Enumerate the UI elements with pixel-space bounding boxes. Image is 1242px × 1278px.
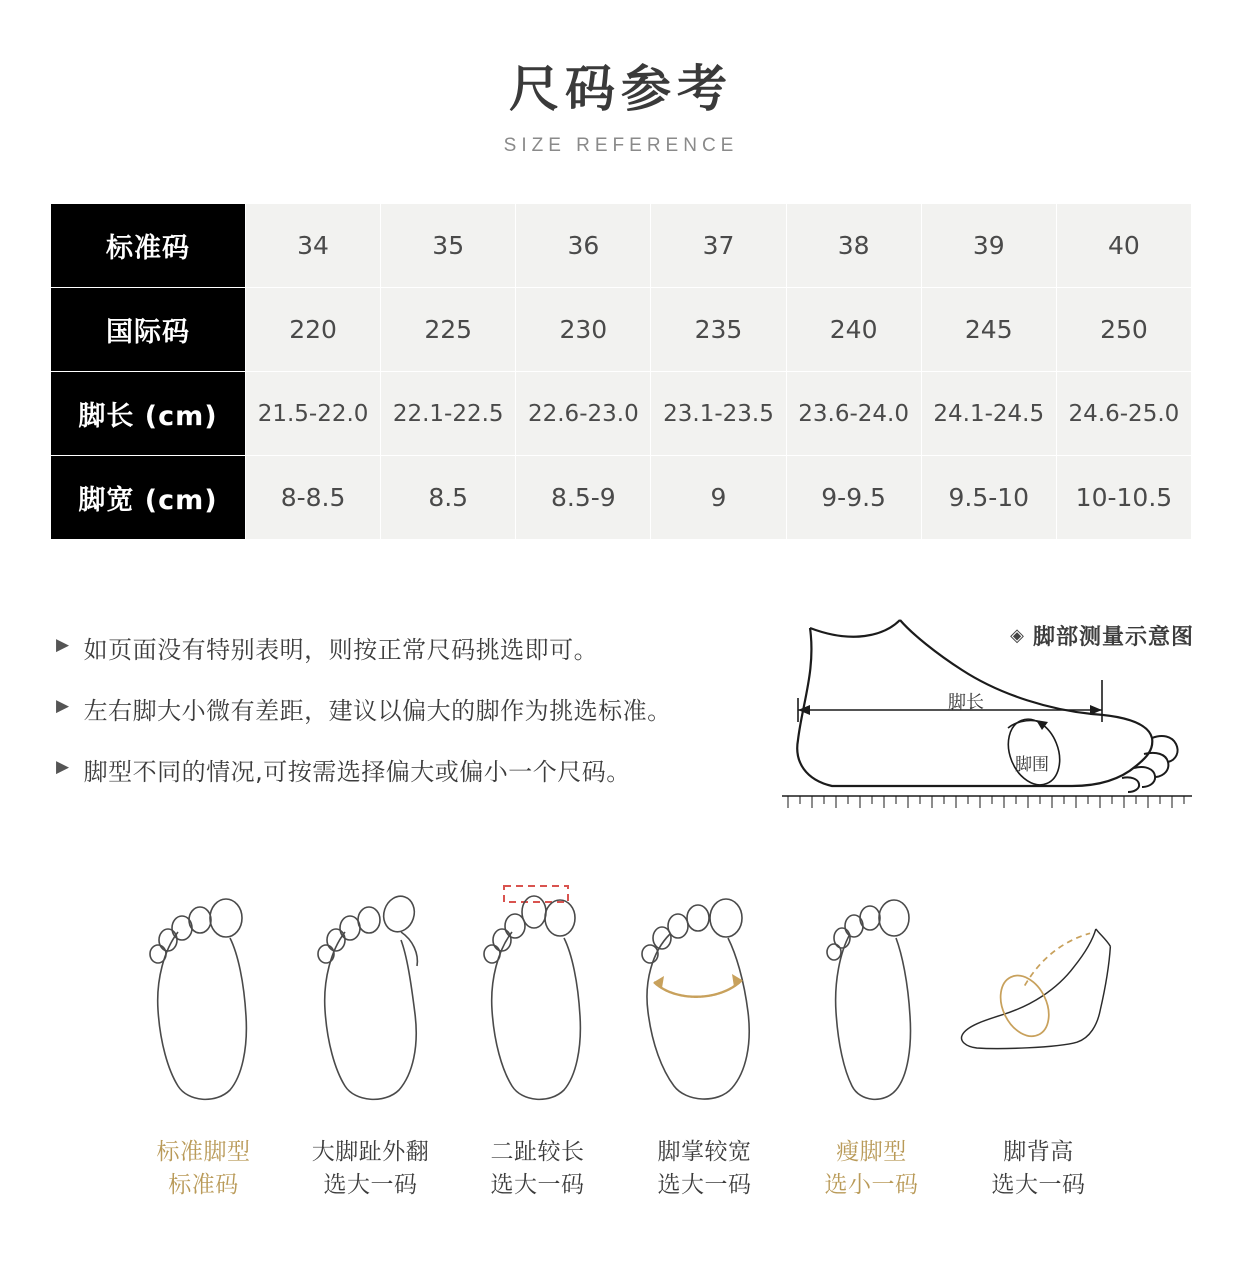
caption-line2: 选大一码 — [657, 1172, 752, 1199]
cell-intl-2: 230 — [516, 288, 651, 372]
caption-line1: 标准脚型 — [156, 1139, 251, 1165]
caption-line1: 二趾较长 — [490, 1139, 585, 1165]
label-foot-length: 脚长 — [948, 692, 984, 713]
page-subtitle: SIZE REFERENCE — [503, 135, 739, 156]
foot-type-wide — [621, 858, 788, 1203]
foot-type-narrow — [788, 858, 955, 1203]
note-text: 如页面没有特别表明，则按正常尺码挑选即可。 — [83, 636, 599, 664]
foot-type-high-instep — [955, 858, 1122, 1203]
foot-high-instep-icon — [955, 870, 1122, 1120]
cell-length-4: 23.6-24.0 — [786, 372, 921, 456]
foot-side-illustration — [772, 610, 1202, 820]
foot-art — [454, 858, 621, 1120]
foot-type-long-second-toe — [454, 858, 621, 1203]
caption-line2: 选大一码 — [991, 1172, 1086, 1199]
cell-width-3: 9 — [651, 456, 786, 540]
note-text: 脚型不同的情况,可按需选择偏大或偏小一个尺码。 — [83, 758, 631, 786]
page-title: 尺码参考 — [509, 60, 733, 118]
foot-type-standard — [120, 858, 287, 1203]
cell-intl-5: 245 — [921, 288, 1056, 372]
cell-length-2: 22.6-23.0 — [516, 372, 651, 456]
note-text: 左右脚大小微有差距，建议以偏大的脚作为挑选标准。 — [83, 697, 672, 725]
table-row — [51, 288, 1192, 372]
footprint-standard-icon — [134, 870, 274, 1120]
label-foot-girth: 脚围 — [1015, 755, 1049, 775]
row-header-foot-width: 脚宽 (cm) — [51, 456, 246, 540]
footprint-wide-icon — [630, 870, 780, 1120]
notes-and-diagram — [0, 602, 1242, 832]
foot-type-caption — [287, 1136, 454, 1203]
note-item — [56, 691, 766, 726]
foot-art — [788, 858, 955, 1120]
notes-list — [56, 630, 766, 813]
foot-art — [955, 858, 1122, 1120]
footprint-bunion-icon — [301, 870, 441, 1120]
foot-type-caption — [621, 1136, 788, 1203]
caption-line1: 脚掌较宽 — [657, 1139, 752, 1165]
table-row — [51, 456, 1192, 540]
caption-line1: 瘦脚型 — [836, 1139, 907, 1165]
cell-length-6: 24.6-25.0 — [1056, 372, 1191, 456]
cell-intl-3: 235 — [651, 288, 786, 372]
cell-width-5: 9.5-10 — [921, 456, 1056, 540]
row-header-foot-length: 脚长 (cm) — [51, 372, 246, 456]
cell-width-6: 10-10.5 — [1056, 456, 1191, 540]
footprint-narrow-icon — [802, 870, 942, 1120]
cell-width-1: 8.5 — [381, 456, 516, 540]
foot-type-caption — [454, 1136, 621, 1203]
page-header — [0, 0, 1242, 157]
cell-intl-6: 250 — [1056, 288, 1191, 372]
note-item — [56, 752, 766, 787]
diagram-title-text: 脚部测量示意图 — [1032, 625, 1194, 650]
note-item — [56, 630, 766, 665]
cell-standard-35: 35 — [381, 204, 516, 288]
cell-intl-4: 240 — [786, 288, 921, 372]
caption-line2: 选大一码 — [323, 1172, 418, 1199]
foot-type-caption — [120, 1136, 287, 1203]
table-row — [51, 204, 1192, 288]
row-header-international-size: 国际码 — [51, 288, 246, 372]
caption-line2: 选大一码 — [490, 1172, 585, 1199]
foot-type-caption — [788, 1136, 955, 1203]
cell-standard-38: 38 — [786, 204, 921, 288]
foot-art — [621, 858, 788, 1120]
cell-standard-39: 39 — [921, 204, 1056, 288]
cell-length-1: 22.1-22.5 — [381, 372, 516, 456]
cell-standard-40: 40 — [1056, 204, 1191, 288]
caption-line1: 大脚趾外翻 — [311, 1139, 430, 1165]
cell-width-2: 8.5-9 — [516, 456, 651, 540]
table-row — [51, 372, 1192, 456]
cell-width-4: 9-9.5 — [786, 456, 921, 540]
cell-standard-36: 36 — [516, 204, 651, 288]
foot-type-caption — [955, 1136, 1122, 1203]
size-table — [50, 203, 1192, 540]
bullet-icon: ▶ — [56, 635, 70, 655]
caption-line1: 脚背高 — [1003, 1139, 1074, 1165]
foot-measure-diagram — [772, 602, 1202, 822]
cell-intl-1: 225 — [381, 288, 516, 372]
cell-standard-34: 34 — [246, 204, 381, 288]
cell-intl-0: 220 — [246, 288, 381, 372]
cell-standard-37: 37 — [651, 204, 786, 288]
foot-type-bunion — [287, 858, 454, 1203]
row-header-standard-size: 标准码 — [51, 204, 246, 288]
foot-art — [120, 858, 287, 1120]
cell-length-0: 21.5-22.0 — [246, 372, 381, 456]
bullet-icon: ▶ — [56, 757, 70, 777]
bullet-icon: ▶ — [56, 696, 70, 716]
footprint-long-second-toe-icon — [468, 870, 608, 1120]
cell-length-5: 24.1-24.5 — [921, 372, 1056, 456]
caption-line2: 标准码 — [168, 1172, 239, 1199]
cell-width-0: 8-8.5 — [246, 456, 381, 540]
cell-length-3: 23.1-23.5 — [651, 372, 786, 456]
foot-type-gallery — [0, 858, 1242, 1203]
foot-art — [287, 858, 454, 1120]
caption-line2: 选小一码 — [824, 1172, 919, 1199]
diamond-icon: ◈ — [1010, 625, 1025, 646]
size-table-wrapper — [50, 203, 1192, 540]
